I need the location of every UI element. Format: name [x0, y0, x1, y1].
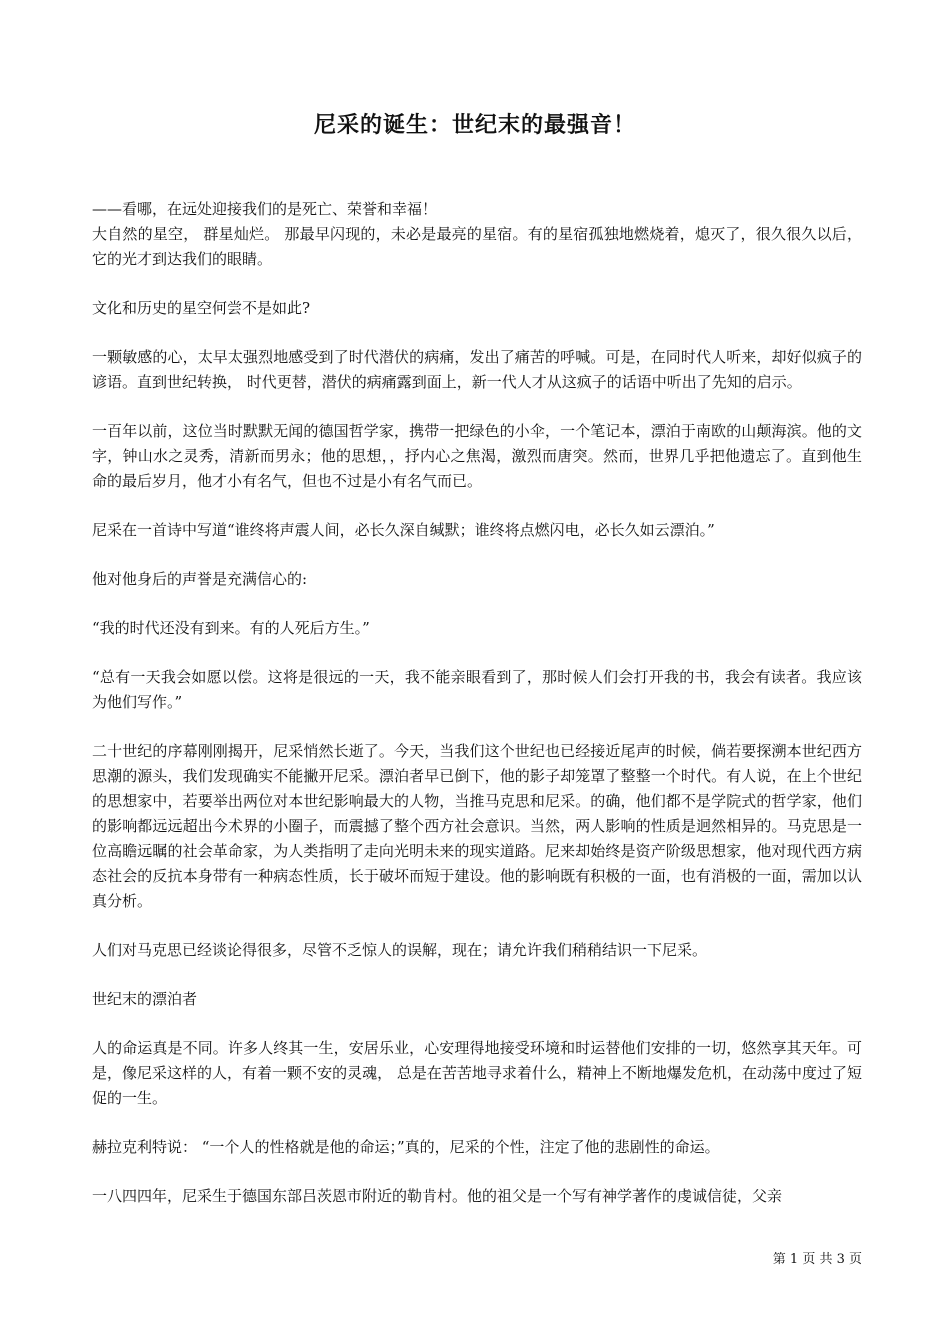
paragraph: 人们对马克思已经谈论得很多，尽管不乏惊人的误解，现在；请允许我们稍稍结识一下尼采。 — [92, 941, 708, 959]
paragraph: 一八四四年，尼采生于德国东部吕茨恩市附近的勒肯村。他的祖父是一个写有神学著作的虔诚信徒，父亲 — [92, 1187, 783, 1205]
page-indicator: 第 1 页 共 3 页 — [772, 1252, 862, 1267]
paragraph: 人的命运真是不同。许多人终其一生，安居乐业，心安理得地接受环境和时运替他们安排的一切，悠然享其天年。可是，像尼采这样的人，有着一颗不安的灵魂， 总是在苦苦地寻求着什么，精神上不断地爆发危机，在动荡中度过了短促的一生。 — [92, 1039, 862, 1107]
paragraph: 大自然的星空， 群星灿烂。 那最早闪现的，未必是最亮的星宿。有的星宿孤独地燃烧着，熄灭了，很久很久以后，它的光才到达我们的眼睛。 — [92, 225, 862, 268]
document-body — [92, 197, 862, 1209]
quote-paragraph: “我的时代还没有到来。有的人死后方生。” — [92, 619, 370, 637]
paragraph: 一百年以前，这位当时默默无闻的德国哲学家，携带一把绿色的小伞，一个笔记本，漂泊于南欧的山颠海滨。他的文字，钟山水之灵秀，清新而男永；他的思想，，抒内心之焦渴，激烈而唐突。然而，世界几乎把他遗忘了。直到他生命的最后岁月，他才小有名气，但也不过是小有名气而已。 — [92, 422, 862, 490]
section-heading: 世纪末的漂泊者 — [92, 990, 198, 1008]
paragraph: 二十世纪的序幕刚刚揭开，尼采悄然长逝了。今天，当我们这个世纪也已经接近尾声的时候，倘若要探溯本世纪西方思潮的源头，我们发现确实不能撇开尼采。漂泊者早已倒下，他的影子却笼罩了整整一个时代。有人说，在上个世纪的思想家中，若要举出两位对本世纪影响最大的人物，当推马克思和尼采。的确，他们都不是学院式的哲学家，他们的影响都远远超出今术界的小圈子，而震撼了整个西方社会意识。当然，两人影响的性质是迥然相异的。马克思是一位高瞻远瞩的社会革命家，为人类指明了走向光明未来的现实道路。尼来却始终是资产阶级思想家，他对现代西方病态社会的反抗本身带有一种病态性质，长于破坏而短于建设。他的影响既有积极的一面，也有消极的一面，需加以认真分析。 — [92, 742, 862, 910]
paragraph: 文化和历史的星空何尝不是如此? — [92, 299, 311, 317]
paragraph: 尼采在一首诗中写道“谁终将声震人间，必长久深自缄默；谁终将点燃闪电，必长久如云漂泊。” — [92, 521, 715, 539]
quote-paragraph: “总有一天我会如愿以偿。这将是很远的一天，我不能亲眼看到了，那时候人们会打开我的书，我会有读者。我应该为他们写作。” — [92, 668, 862, 711]
paragraph: 一颗敏感的心，太早太强烈地感受到了时代潜伏的病痛，发出了痛苦的呼喊。可是，在同时代人听来，却好似疯子的谚语。直到世纪转换， 时代更替，潜伏的病痛露到面上，新一代人才从这疯子的话语中听出了先知的启示。 — [92, 348, 862, 391]
paragraph: 赫拉克利特说： “一个人的性格就是他的命运；”真的，尼采的个性，注定了他的悲剧性的命运。 — [92, 1138, 720, 1156]
document-title: 尼采的诞生：世纪末的最强音！ — [313, 113, 636, 138]
paragraph: 他对他身后的声誉是充满信心的: — [92, 570, 308, 588]
paragraph-epigraph: ——看哪，在远处迎接我们的是死亡、荣誉和幸福！ — [92, 200, 438, 218]
